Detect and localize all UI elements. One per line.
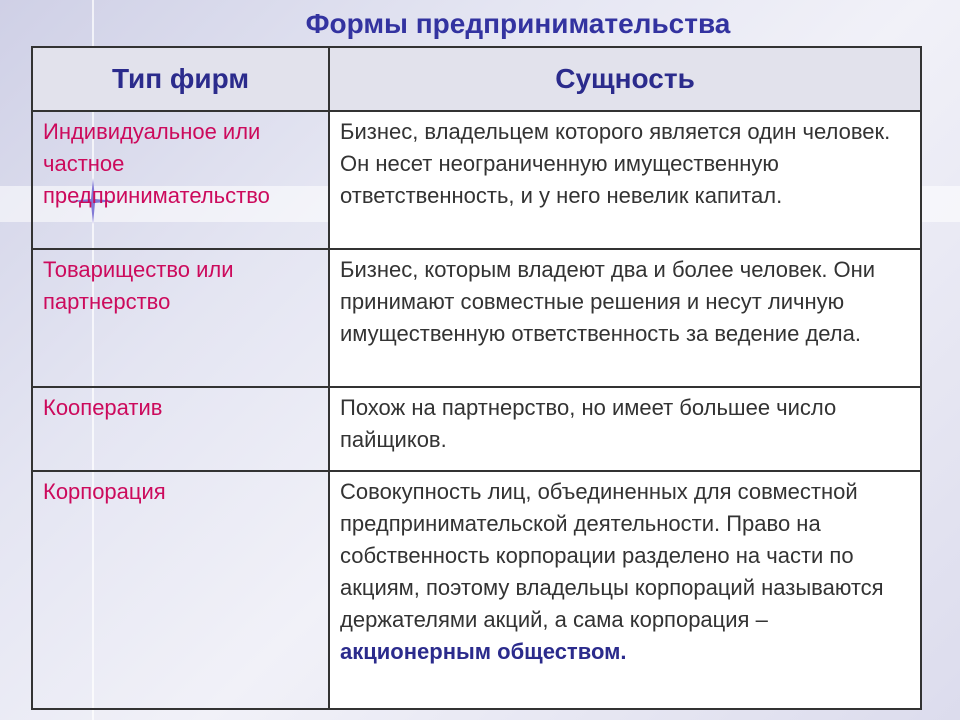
essence-emphasis: акционерным обществом. <box>340 639 627 664</box>
header-essence: Сущность <box>329 47 921 111</box>
essence-text: Совокупность лиц, объединенных для совместной предпринимательской деятельности. Право на собственность корпорации разделено на части по акциям, поэтому владельцы корпораций называются держателями акций, а сама корпорация – <box>340 479 884 632</box>
essence-cell: Бизнес, которым владеют два и более человек. Они принимают совместные решения и несут личную имущественную ответственность за ведение дела. <box>329 249 921 387</box>
essence-cell: Похож на партнерство, но имеет большее число пайщиков. <box>329 387 921 471</box>
table-row <box>32 111 921 249</box>
firm-type-cell: Кооператив <box>32 387 329 471</box>
firm-type-cell: Корпорация <box>32 471 329 709</box>
table-header-row <box>32 47 921 111</box>
slide-title: Формы предпринимательства <box>305 8 731 39</box>
firm-type-cell: Индивидуальное или частное предпринимательство <box>32 111 329 249</box>
table-row <box>32 387 921 471</box>
table-row <box>32 249 921 387</box>
essence-cell: Бизнес, владельцем которого является один человек. Он несет неограниченную имущественную ответственность, и у него невелик капитал. <box>329 111 921 249</box>
firm-type-cell: Товарищество или партнерство <box>32 249 329 387</box>
header-type: Тип фирм <box>32 47 329 111</box>
essence-cell <box>329 471 921 709</box>
business-forms-table <box>31 46 922 710</box>
table-row <box>32 471 921 709</box>
